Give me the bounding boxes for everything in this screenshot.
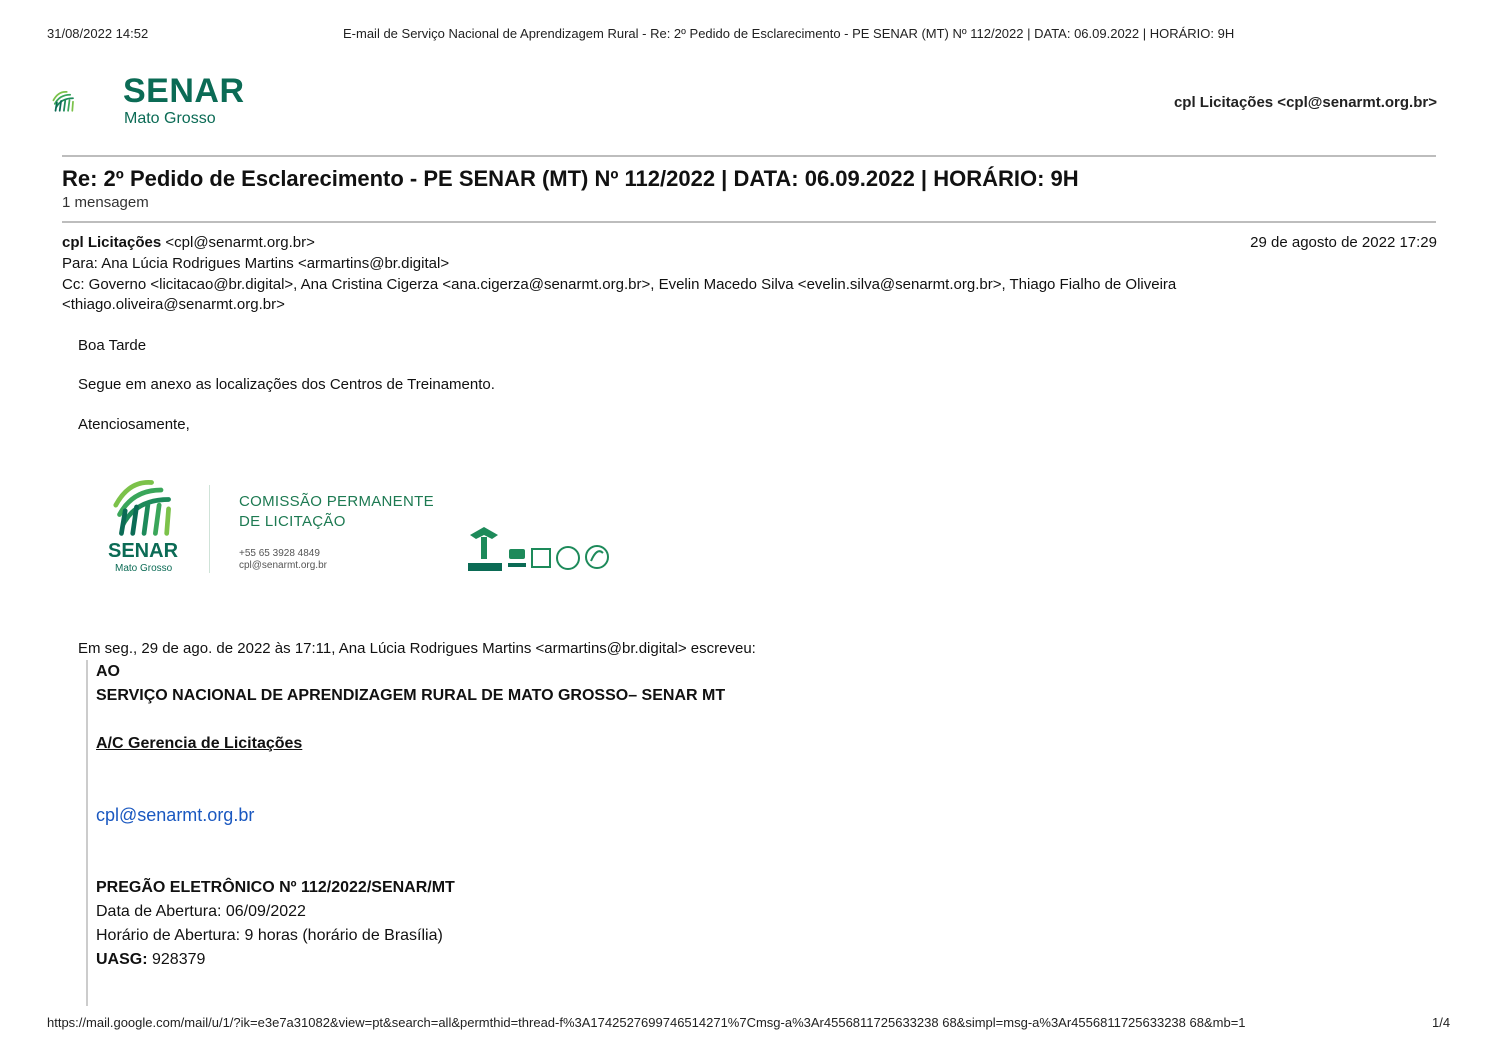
logo-name: SENAR — [123, 72, 245, 110]
quoted-attn-line: A/C Gerencia de Licitações — [96, 735, 303, 752]
quote-intro: Em seg., 29 de ago. de 2022 às 17:11, Ana Lúcia Rodrigues Martins <armartins@br.digital> escreveu: — [78, 640, 756, 657]
uasg-label: UASG: — [96, 951, 148, 968]
signature-email: cpl@senarmt.org.br — [239, 560, 327, 571]
thread-subject: Re: 2º Pedido de Esclarecimento - PE SENAR (MT) Nº 112/2022 | DATA: 06.09.2022 | HORÁRIO: 9H — [62, 166, 1079, 191]
signature-dept-line2: DE LICITAÇÃO — [239, 513, 346, 530]
senar-logo-icon — [52, 70, 122, 132]
sender-name: cpl Licitações — [62, 234, 162, 251]
account-email: cpl Licitações <cpl@senarmt.org.br> — [1173, 94, 1437, 111]
print-page-number: 1/4 — [1432, 1015, 1451, 1030]
print-datetime: 31/08/2022 14:52 — [47, 26, 149, 41]
message-body: Segue em anexo as localizações dos Centros de Treinamento. — [78, 376, 495, 393]
quoted-pregao: PREGÃO ELETRÔNICO Nº 112/2022/SENAR/MT — [96, 879, 455, 896]
quoted-horario: Horário de Abertura: 9 horas (horário de Brasília) — [96, 927, 443, 944]
signature-dept-line1: COMISSÃO PERMANENTE — [239, 493, 434, 510]
quoted-org-line: SERVIÇO NACIONAL DE APRENDIZAGEM RURAL DE MATO GROSSO– SENAR MT — [96, 687, 726, 704]
quoted-to-line: AO — [96, 663, 120, 680]
recipient-cc: Cc: Governo <licitacao@br.digital>, Ana Cristina Cigerza <ana.cigerza@senarmt.org.br>, Evelin Macedo Silva <evelin.silva@senarmt.org.br>, Thiago Fialho de Oliveira <thiago.oliveira@senarmt.org.br> — [62, 276, 1177, 313]
signature-logo-name: SENAR — [108, 540, 179, 562]
signature-phone: +55 65 3928 4849 — [239, 548, 320, 559]
signature-logo-subtitle: Mato Grosso — [115, 563, 173, 574]
quote-bar — [86, 660, 88, 1006]
divider — [62, 155, 1436, 157]
divider — [62, 221, 1436, 223]
print-title: E-mail de Serviço Nacional de Aprendizagem Rural - Re: 2º Pedido de Esclarecimento - PE SENAR (MT) Nº 112/2022 | DATA: 06.09.2022 | HORÁRIO: 9H — [343, 26, 1235, 41]
sender-email: <cpl@senarmt.org.br> — [161, 234, 315, 251]
quoted-email-link[interactable]: cpl@senarmt.org.br — [96, 805, 255, 825]
message-count: 1 mensagem — [62, 194, 149, 211]
sender — [62, 234, 315, 251]
logo-subtitle: Mato Grosso — [124, 110, 216, 127]
quoted-uasg — [96, 951, 205, 969]
uasg-value: 928379 — [147, 951, 206, 968]
greeting: Boa Tarde — [78, 337, 147, 354]
signature-divider — [209, 485, 210, 573]
print-url: https://mail.google.com/mail/u/1/?ik=e3e7a31082&view=pt&search=all&permthid=thread-f%3A1742527699746514271%7Cmsg-a%3Ar4556811725633238 68&simpl=msg-a%3Ar4556811725633238 68&mb=1 — [47, 1015, 1246, 1030]
closing: Atenciosamente, — [78, 416, 190, 433]
quoted-data-abertura: Data de Abertura: 06/09/2022 — [96, 903, 306, 920]
message-date: 29 de agosto de 2022 17:29 — [1250, 234, 1437, 251]
signature-logo-icon — [112, 476, 178, 538]
recipient-to: Para: Ana Lúcia Rodrigues Martins <armartins@br.digital> — [62, 255, 450, 272]
partner-logos-icon — [464, 525, 614, 575]
